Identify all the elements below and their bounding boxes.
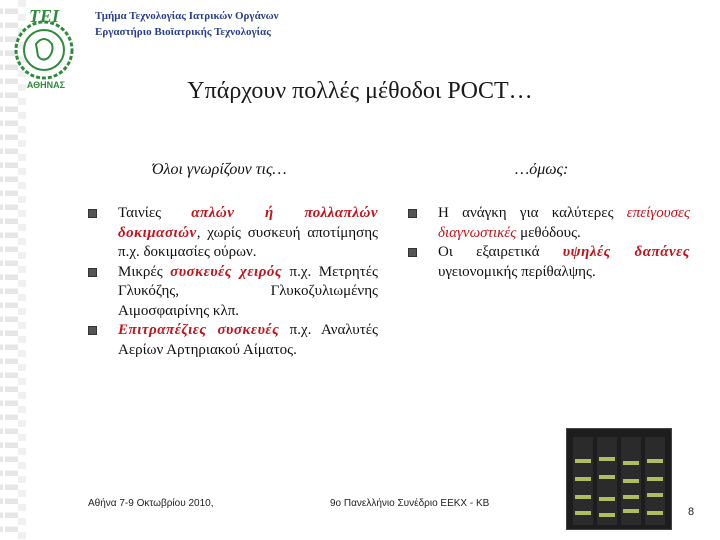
footer-date: Αθήνα 7-9 Οκτωβρίου 2010, bbox=[88, 498, 214, 509]
left-column-heading: Όλοι γνωρίζουν τις… bbox=[152, 161, 287, 178]
right-column-heading: …όμως: bbox=[515, 161, 569, 178]
logo-city: ΑΘΗΝΑΣ bbox=[26, 80, 66, 90]
gel-lane bbox=[573, 437, 593, 525]
left-column bbox=[88, 204, 378, 360]
page-number: 8 bbox=[688, 506, 695, 518]
slide-title: Υπάρχουν πολλές μέθοδοι POCT… bbox=[187, 78, 533, 104]
square-bullet-icon bbox=[88, 326, 97, 335]
square-bullet-icon bbox=[88, 268, 97, 277]
list-item: Μικρές συσκευές χειρός π.χ. Μετρητές Γλυκόζης, Γλυκοζυλιωμένης Αιμοσφαιρίνης κλπ. bbox=[88, 263, 378, 322]
list-item: Επιτραπέζιες συσκευές π.χ. Αναλυτές Αερίων Αρτηριακού Αίματος. bbox=[88, 321, 378, 360]
gel-lane bbox=[645, 437, 665, 525]
department-name: Τμήμα Τεχνολογίας Ιατρικών Οργάνων bbox=[95, 10, 279, 22]
square-bullet-icon bbox=[88, 209, 97, 218]
list-item: Οι εξαιρετικά υψηλές δαπάνες υγειονομικής περίθαλψης. bbox=[408, 243, 690, 282]
list-item: Η ανάγκη για καλύτερες επείγουσες διαγνωστικές μεθόδους. bbox=[408, 204, 690, 243]
logo-text: ΤΕΙ bbox=[28, 6, 60, 26]
square-bullet-icon bbox=[408, 209, 417, 218]
right-column bbox=[408, 204, 690, 282]
test-strip-image bbox=[566, 428, 672, 530]
lab-name: Εργαστήριο Βιοϊατρικής Τεχνολογίας bbox=[95, 26, 271, 38]
gel-lane bbox=[597, 437, 617, 525]
footer-conference: 9ο Πανελλήνιο Συνέδριο ΕΕΚΧ - ΚΒ bbox=[330, 498, 490, 509]
gel-lane bbox=[621, 437, 641, 525]
square-bullet-icon bbox=[408, 248, 417, 257]
list-item: Ταινίες απλών ή πολλαπλών δοκιμασιών, χωρίς συσκευή αποτίμησης π.χ. δοκιμασίες ούρων. bbox=[88, 204, 378, 263]
